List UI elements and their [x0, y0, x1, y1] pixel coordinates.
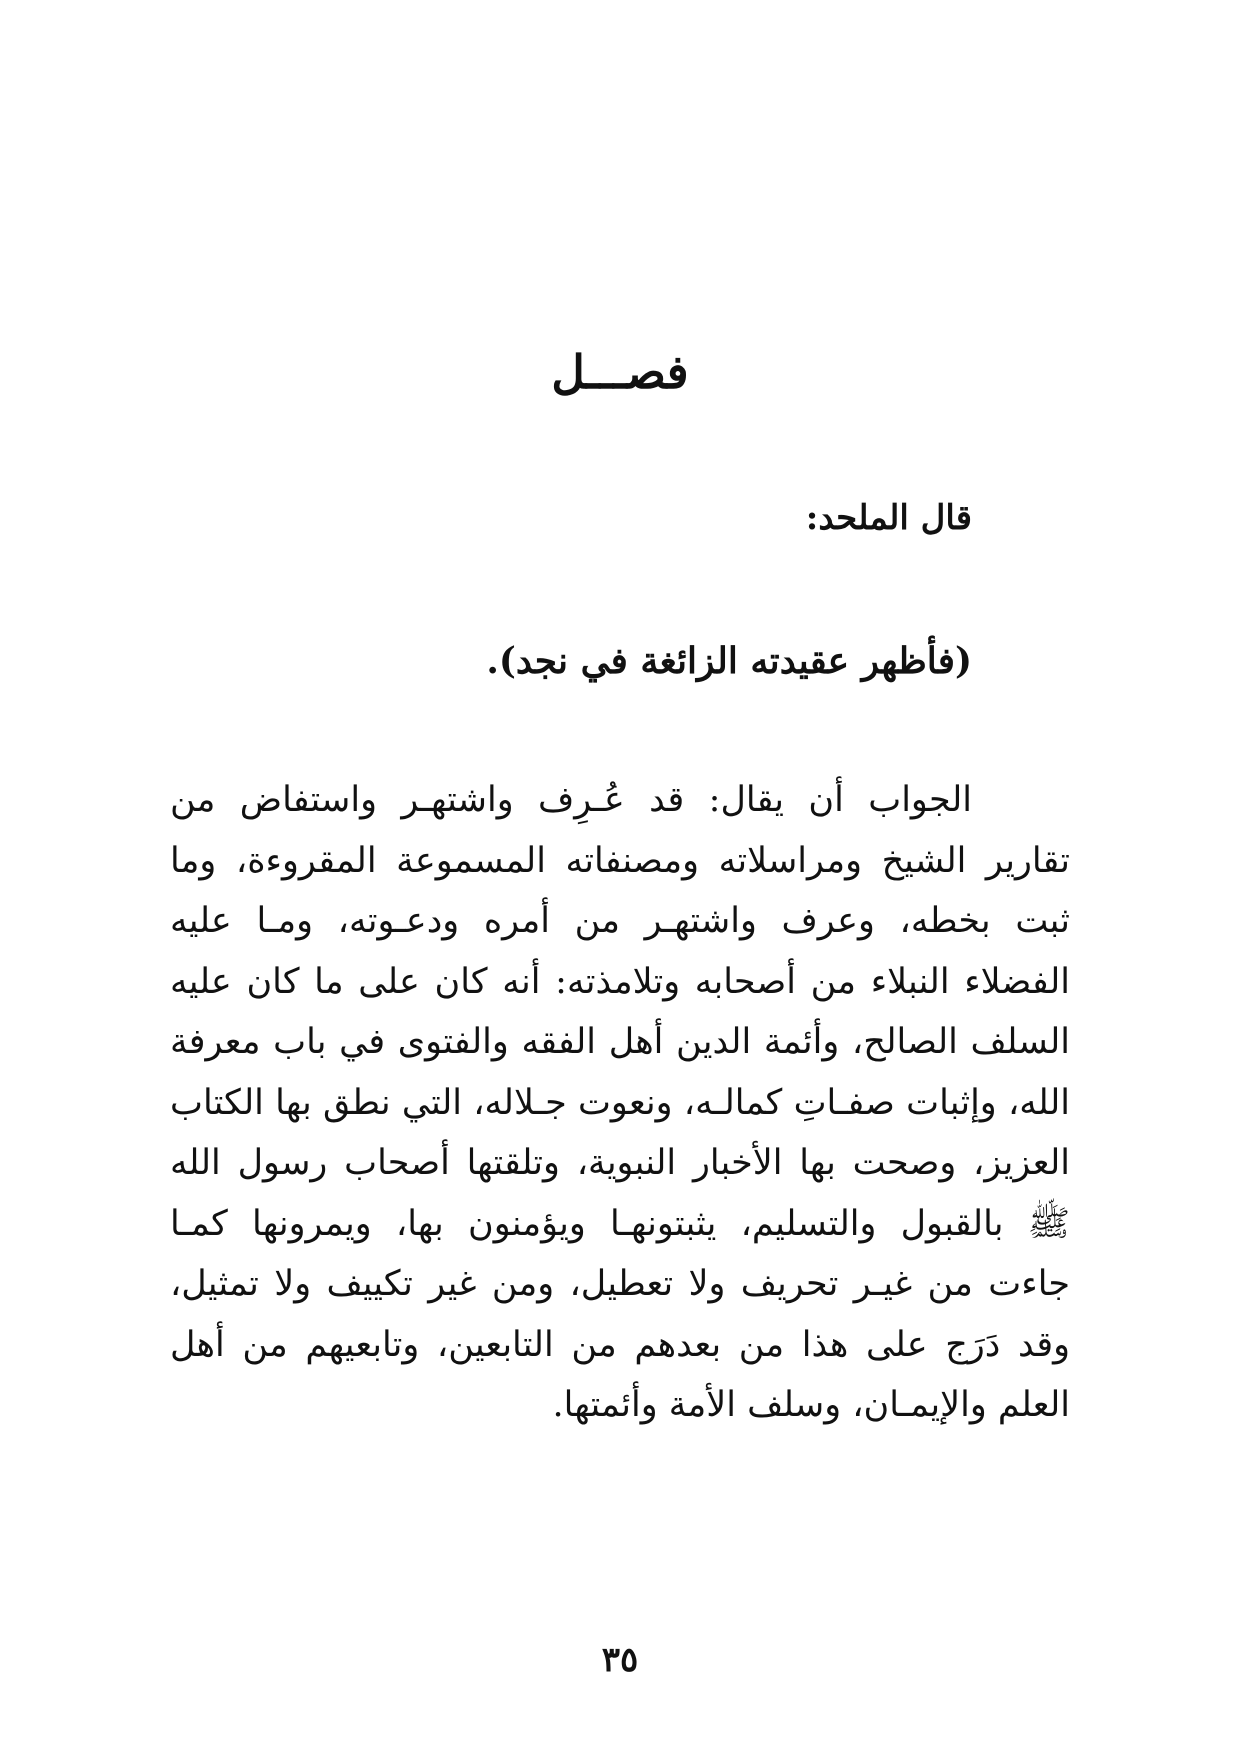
body-paragraph: الجواب أن يقال: قد عُـرِف واشتهـر واستفاض من تقارير الشيخ ومراسلاته ومصنفاته المسموعة المقروءة، وما ثبت بخطه، وعرف واشتهـر من أمره ودعـوته، ومـا عليه الفضلاء النبلاء من أصحابه وتلامذته: أنه كان على ما كان عليه السلف الصالح، وأئمة الدين أهل الفقه والفتوى في باب معرفة الله، وإثبات صفـاتِ كمالـه، ونعوت جـلاله، التي نطق بها الكتاب العزيز، وصحت بها الأخبار النبوية، وتلقتها أصحاب رسول الله ﷺ بالقبول والتسليم، يثبتونهـا ويؤمنون بها، ويمرونها كمـا جاءت من غيـر تحريف ولا تعطيل، ومن غير تكييف ولا تمثيل، وقد دَرَج على هذا من بعدهم من التابعين، وتابعيهم من أهل العلم والإيمـان، وسلف الأمة وأئمتها.	[170, 780, 1070, 1425]
body-text-block	[170, 770, 1070, 1436]
quote-text: (فأظهر عقيدته الزائغة في نجد).	[486, 640, 972, 682]
chapter-title: فصـــل	[551, 345, 689, 399]
page-number: ٣٥	[601, 1640, 639, 1680]
speaker-label: قال الملحد:	[805, 498, 972, 538]
